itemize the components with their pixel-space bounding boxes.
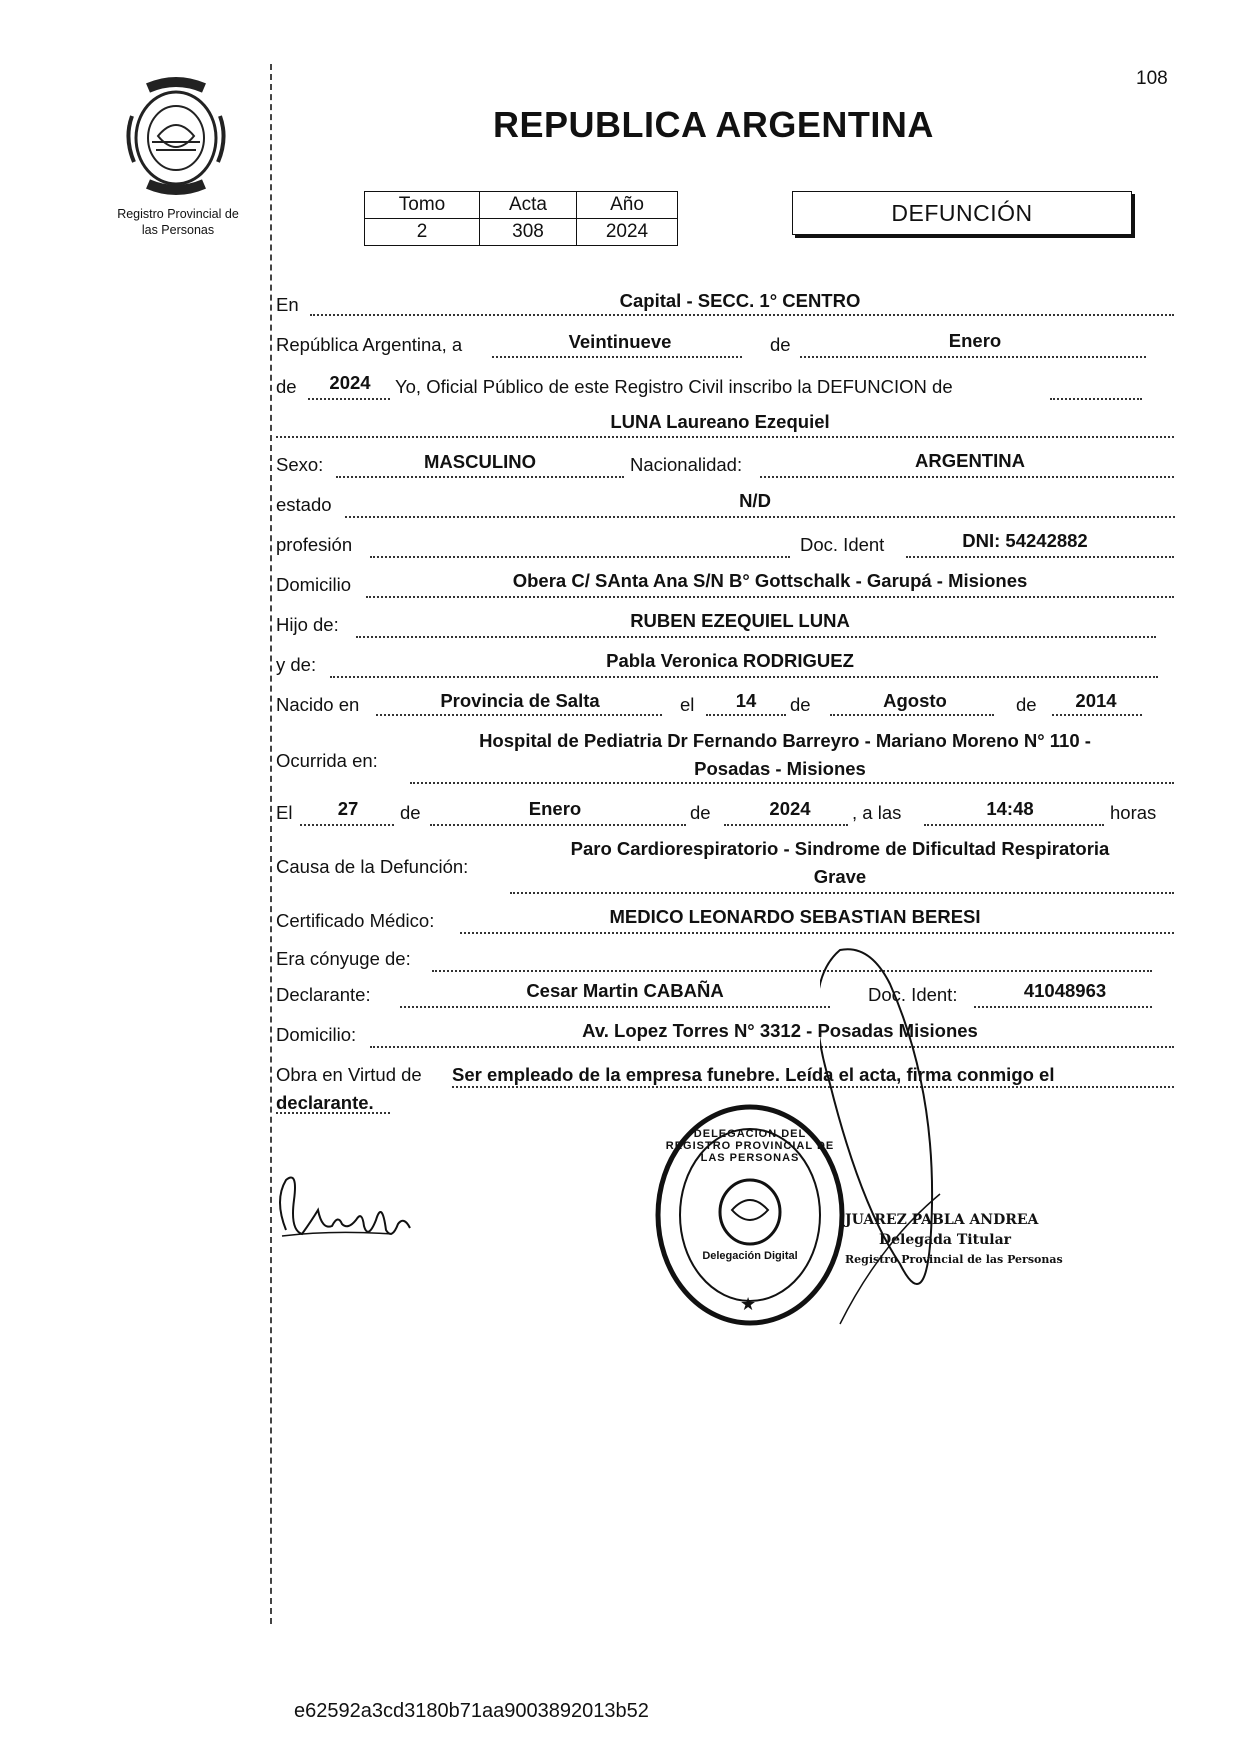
doc-ident-label: Doc. Ident: [800, 534, 885, 555]
obra-line-2: [276, 1112, 390, 1114]
de-label: de: [770, 334, 791, 355]
page-number: 108: [1136, 68, 1168, 89]
sexo: MASCULINO: [423, 451, 537, 472]
official-stamp: [845, 1210, 1063, 1270]
doc-ident-decl-label: Doc. Ident:: [868, 984, 958, 1005]
anio-line: [308, 398, 390, 400]
official-name: JUAREZ PABLA ANDREA: [845, 1212, 1039, 1228]
mes-line: [800, 356, 1146, 358]
official-signature: [820, 944, 950, 1364]
nacionalidad: ARGENTINA: [915, 450, 1025, 471]
el-label-2: El: [276, 802, 293, 823]
registry-table: [364, 191, 678, 246]
obra-text: Ser empleado de la empresa funebre. Leída el acta, firma conmigo el: [452, 1064, 1055, 1085]
registry-value-row: [365, 219, 678, 246]
de-label-2: de: [276, 376, 297, 397]
doc-ident-decl-line: [974, 1006, 1152, 1008]
doc-ident: DNI: 54242882: [962, 530, 1088, 551]
official-institution: Registro Provincial de las Personas: [845, 1253, 1063, 1266]
dia-defuncion: 27: [337, 798, 359, 819]
mes-nacimiento-line: [830, 714, 994, 716]
certificado-line: [460, 932, 1174, 934]
horas-label: horas: [1110, 802, 1157, 823]
obra-text-2: declarante.: [276, 1092, 374, 1113]
domicilio: Obera C/ SAnta Ana S/N B° Gottschalk - Garupá - Misiones: [512, 570, 1028, 591]
causa-line-2: Grave: [813, 866, 867, 887]
dia-texto: Veintinueve: [568, 331, 672, 352]
hijo-de-label: Hijo de:: [276, 614, 339, 635]
estado: N/D: [739, 490, 771, 511]
doc-ident-line: [906, 556, 1174, 558]
estado-line: [345, 516, 1175, 518]
anio-header: Año: [577, 192, 678, 219]
province-emblem: [118, 76, 234, 196]
inscripcion-line: [1050, 398, 1142, 400]
lugar-defuncion-line-2: Posadas - Misiones: [694, 758, 866, 779]
declarante: Cesar Martin CABAÑA: [526, 980, 724, 1001]
tomo-value: 2: [365, 219, 480, 246]
dia-nacimiento-line: [706, 714, 786, 716]
inscripcion-text: Yo, Oficial Público de este Registro Civil inscribo la DEFUNCION de: [395, 376, 953, 397]
domicilio-line: [366, 596, 1174, 598]
certificado-label: Certificado Médico:: [276, 910, 435, 931]
dia-nacimiento: 14: [735, 690, 757, 711]
domicilio-decl-line: [370, 1046, 1174, 1048]
tomo-header: Tomo: [365, 192, 480, 219]
domicilio-label: Domicilio: [276, 574, 352, 595]
hora: 14:48: [986, 798, 1034, 819]
domicilio-decl-label: Domicilio:: [276, 1024, 357, 1045]
anio-defuncion: 2024: [769, 798, 811, 819]
causa-line-1: Paro Cardiorespiratorio - Sindrome de Dificultad Respiratoria: [570, 838, 1110, 859]
obra-label: Obra en Virtud de: [276, 1064, 422, 1085]
anio-defuncion-line: [724, 824, 848, 826]
seal-center-text: Delegación Digital: [702, 1250, 798, 1262]
en-label: En: [276, 294, 299, 315]
registry-name: Registro Provincial de las Personas: [117, 207, 239, 237]
left-margin-line: [270, 64, 272, 1624]
declarante-label: Declarante:: [276, 984, 371, 1005]
document-type-box: DEFUNCIÓN: [792, 191, 1132, 235]
nombre-line: [276, 436, 1174, 438]
lugar-nacimiento-line: [376, 714, 662, 716]
lugar-defuncion-line: [410, 782, 1174, 784]
document-title: REPUBLICA ARGENTINA: [493, 104, 934, 145]
republica-label: República Argentina, a: [276, 334, 463, 355]
hora-line: [924, 824, 1104, 826]
en-line: [310, 314, 1174, 316]
lugar-defuncion-line-1: Hospital de Pediatria Dr Fernando Barreyro - Mariano Moreno N° 110 -: [479, 730, 1091, 751]
de-label-4: de: [1016, 694, 1037, 715]
padre-line: [356, 636, 1156, 638]
anio-nacimiento: 2014: [1075, 690, 1117, 711]
conyuge-label: Era cónyuge de:: [276, 948, 411, 969]
registry-header-row: [365, 192, 678, 219]
document-hash: e62592a3cd3180b71aa9003892013b52: [294, 1700, 649, 1722]
seal-star-icon: ★: [740, 1294, 757, 1314]
anio: 2024: [329, 372, 371, 393]
anio-value: 2024: [577, 219, 678, 246]
nacido-en-label: Nacido en: [276, 694, 360, 715]
seal-ring-text: DELEGACION DEL REGISTRO PROVINCIAL DE LAS PERSONAS: [665, 1128, 835, 1164]
nacionalidad-label: Nacionalidad:: [630, 454, 743, 475]
nombre: LUNA Laureano Ezequiel: [610, 411, 830, 432]
dia-line: [492, 356, 742, 358]
doc-ident-decl: 41048963: [1023, 980, 1107, 1001]
mes: Enero: [948, 330, 1002, 351]
y-de-label: y de:: [276, 654, 317, 675]
nacionalidad-line: [760, 476, 1174, 478]
causa-line: [510, 892, 1174, 894]
causa-label: Causa de la Defunción:: [276, 856, 469, 877]
anio-nacimiento-line: [1052, 714, 1142, 716]
sexo-label: Sexo:: [276, 454, 324, 475]
madre-line: [330, 676, 1158, 678]
sexo-line: [336, 476, 624, 478]
profesion-label: profesión: [276, 534, 353, 555]
mes-defuncion-line: [430, 824, 686, 826]
a-las-label: , a las: [852, 802, 902, 823]
mes-defuncion: Enero: [528, 798, 582, 819]
declarant-signature: [272, 1170, 422, 1250]
de-label-6: de: [690, 802, 711, 823]
certificado: MEDICO LEONARDO SEBASTIAN BERESI: [609, 906, 981, 927]
ocurrida-label: Ocurrida en:: [276, 750, 378, 771]
official-role: Delegada Titular: [879, 1232, 1012, 1248]
madre: Pabla Veronica RODRIGUEZ: [606, 650, 854, 671]
obra-line: [452, 1086, 1174, 1088]
de-label-5: de: [400, 802, 421, 823]
mes-nacimiento: Agosto: [883, 690, 947, 711]
profesion-line: [370, 556, 790, 558]
conyuge-line: [432, 970, 1152, 972]
domicilio-decl: Av. Lopez Torres N° 3312 - Posadas Misiones: [582, 1020, 978, 1041]
estado-label: estado: [276, 494, 332, 515]
el-label: el: [680, 694, 695, 715]
lugar-nacimiento: Provincia de Salta: [440, 690, 600, 711]
padre: RUBEN EZEQUIEL LUNA: [630, 610, 850, 631]
declarante-line: [400, 1006, 830, 1008]
en-value: Capital - SECC. 1° CENTRO: [619, 290, 861, 311]
de-label-3: de: [790, 694, 811, 715]
acta-header: Acta: [480, 192, 577, 219]
dia-defuncion-line: [300, 824, 394, 826]
acta-value: 308: [480, 219, 577, 246]
